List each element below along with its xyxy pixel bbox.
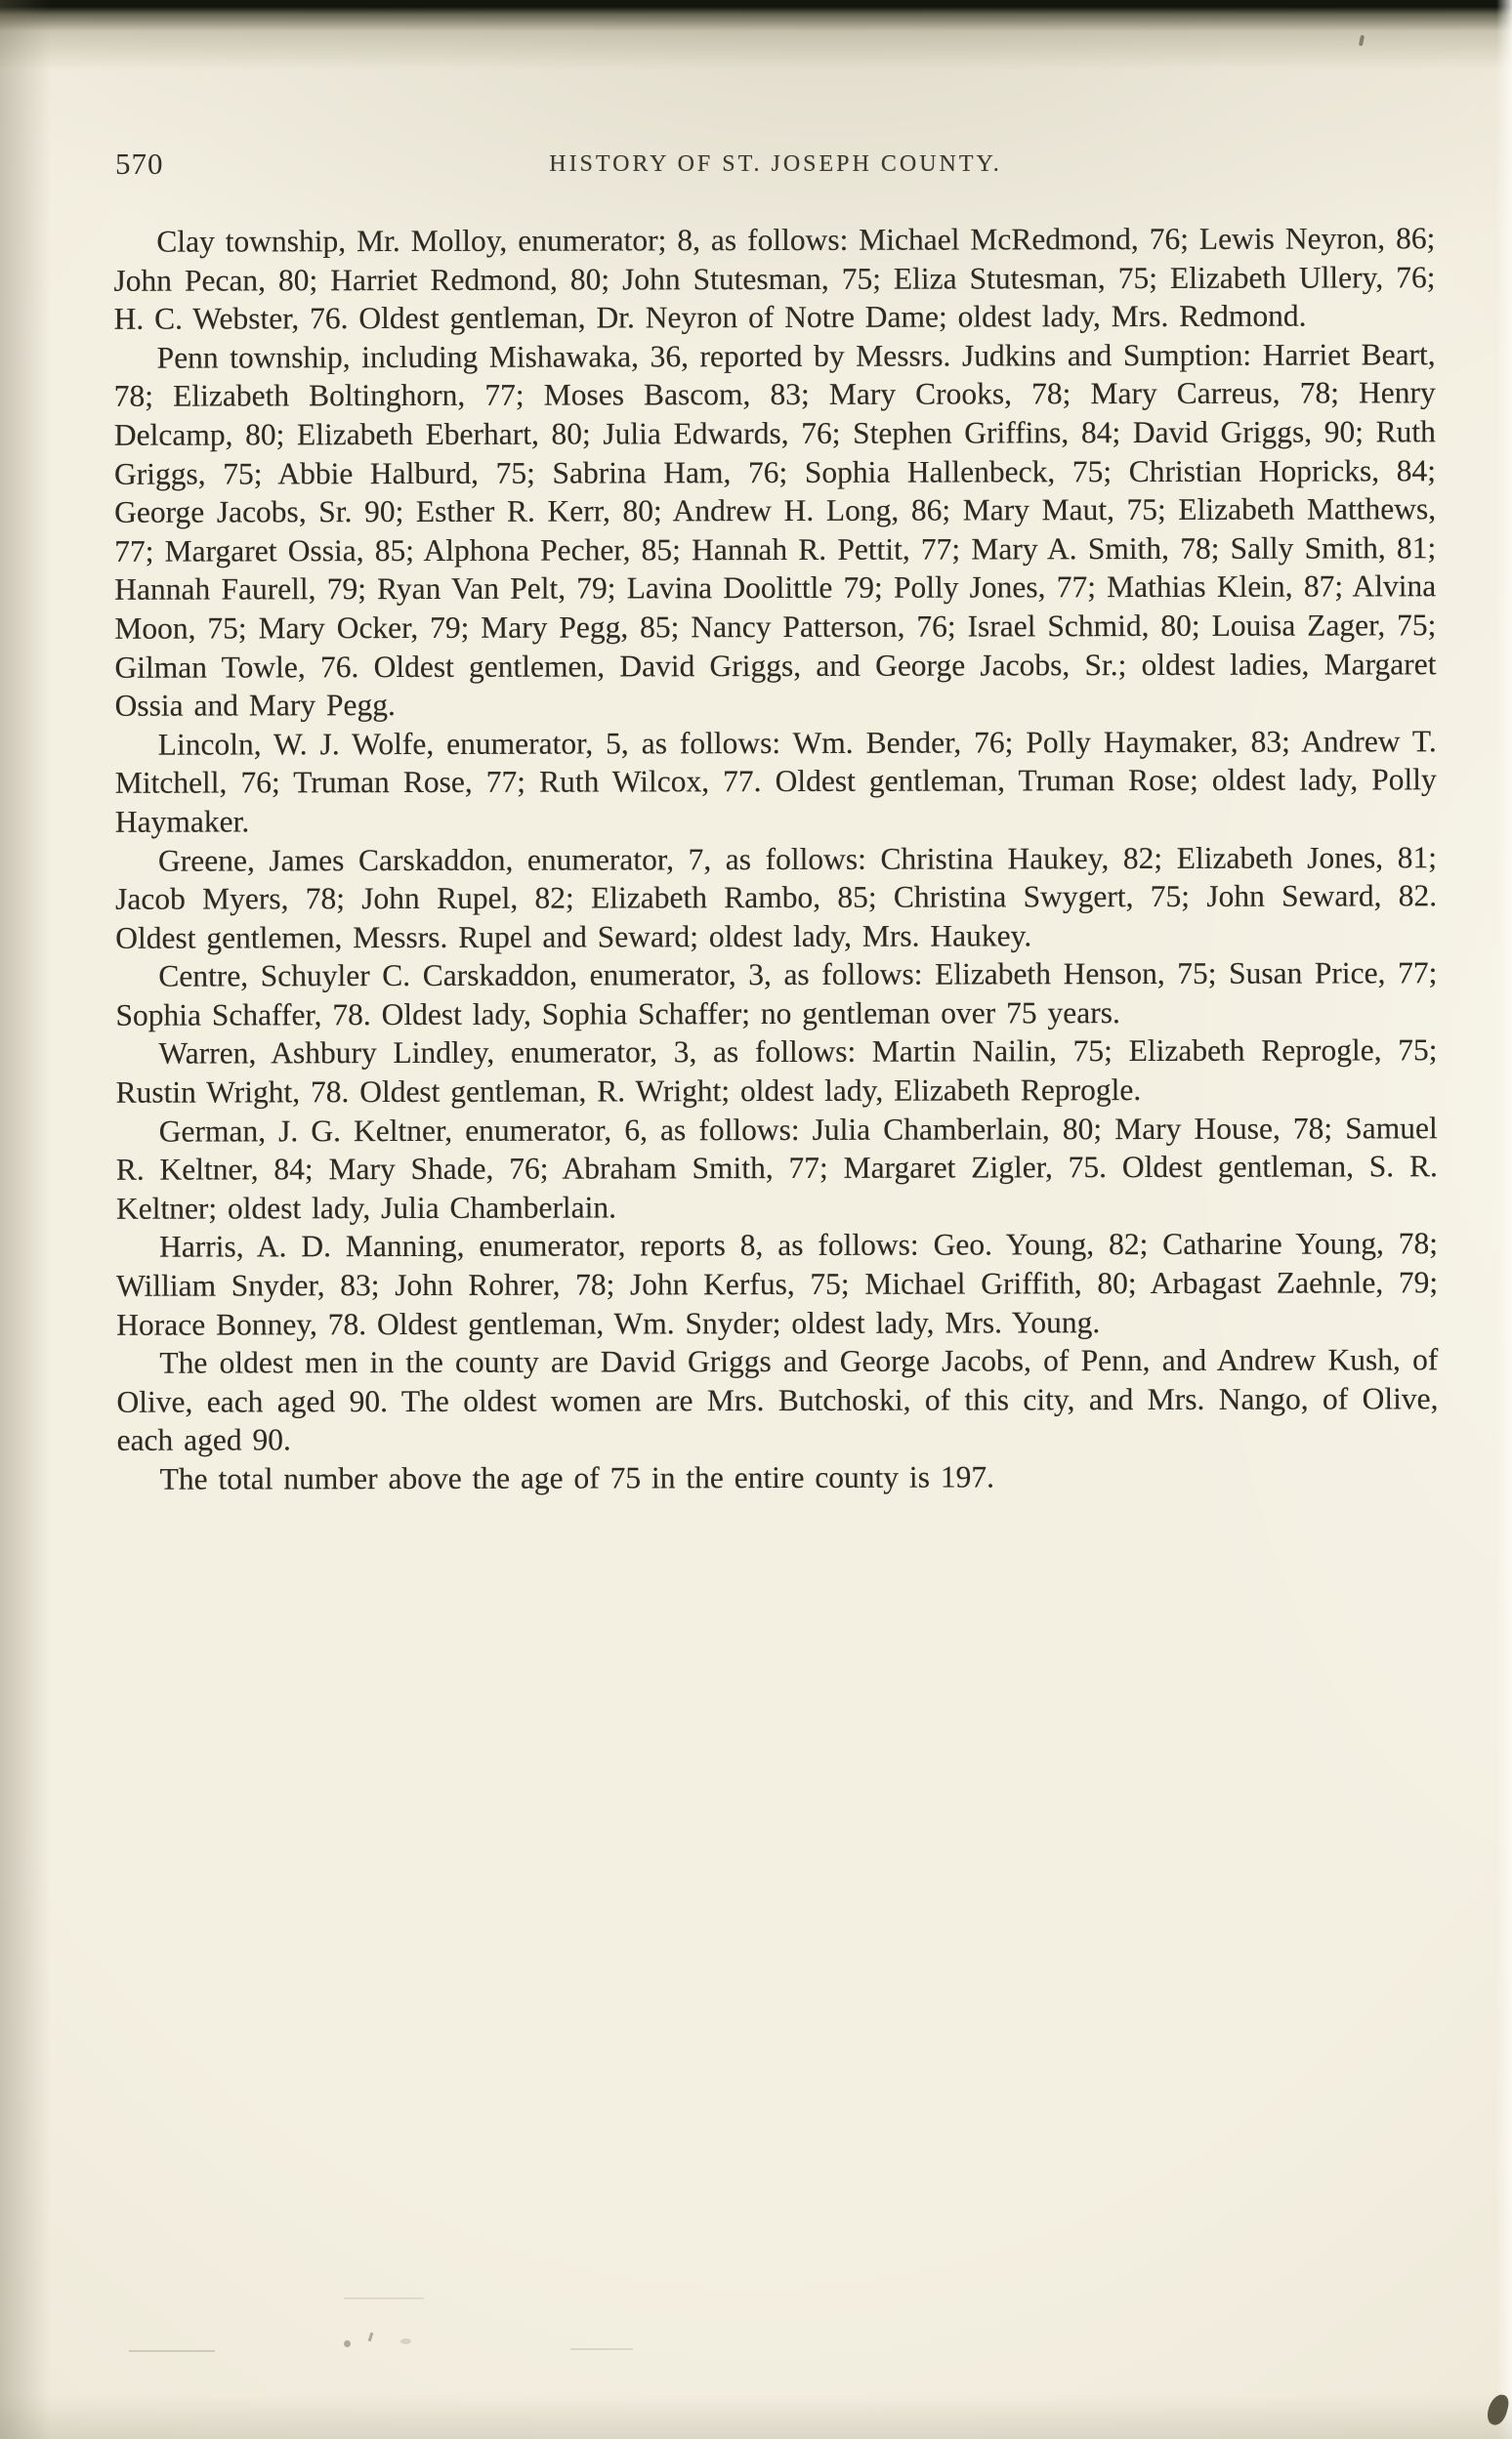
scan-artifact xyxy=(368,2333,374,2341)
paragraph-centre-township: Centre, Schuyler C. Carskaddon, enumerator, 3, as follows: Elizabeth Henson, 75; Susan Price, 77; Sophia Schaffer, 78. Oldest lady, Sophia Schaffer; no gentleman over 75 years. xyxy=(115,955,1438,1032)
scan-speck xyxy=(1485,2392,1510,2427)
scan-artifact xyxy=(344,2297,424,2299)
scan-edge-bottom xyxy=(0,2394,1512,2439)
scan-edge-right xyxy=(1496,0,1512,2439)
scan-edge-top xyxy=(0,0,1512,70)
page-body xyxy=(113,219,1438,1498)
scan-artifact xyxy=(344,2340,351,2347)
paragraph-greene-township: Greene, James Carskaddon, enumerator, 7, as follows: Christina Haukey, 82; Elizabeth Jones, 81; Jacob Myers, 78; John Rupel, 82; Elizabeth Rambo, 85; Christina Swygert, 75; John Seward, 82. Oldest gentlemen, Messrs. Rupel and Seward; oldest lady, Mrs. Haukey. xyxy=(115,839,1438,955)
paragraph-penn-township: Penn township, including Mishawaka, 36, reported by Messrs. Judkins and Sumption: Harriet Beart, 78; Elizabeth Boltinghorn, 77; Moses Bascom, 83; Mary Crooks, 78; Mary Carreus, 78; Henry Delcamp, 80; Elizabeth Eberhart, 80; Julia Edwards, 76; Stephen Griffins, 84; David Griggs, 90; Ruth Griggs, 75; Abbie Halburd, 75; Sabrina Ham, 76; Sophia Hallenbeck, 75; Christian Hopricks, 84; George Jacobs, Sr. 90; Esther R. Kerr, 80; Andrew H. Long, 86; Mary Maut, 75; Elizabeth Matthews, 77; Margaret Ossia, 85; Alphona Pecher, 85; Hannah R. Pettit, 77; Mary A. Smith, 78; Sally Smith, 81; Hannah Faurell, 79; Ryan Van Pelt, 79; Lavina Doolittle 79; Polly Jones, 77; Mathias Klein, 87; Alvina Moon, 75; Mary Ocker, 79; Mary Pegg, 85; Nancy Patterson, 76; Israel Schmid, 80; Louisa Zager, 75; Gilman Towle, 76. Oldest gentlemen, David Griggs, and George Jacobs, Sr.; oldest ladies, Margaret Ossia and Mary Pegg. xyxy=(113,337,1437,723)
running-head xyxy=(115,147,1436,189)
scan-speck xyxy=(1359,35,1365,47)
paragraph-clay-township: Clay township, Mr. Molloy, enumerator; 8, as follows: Michael McRedmond, 76; Lewis Neyron, 86; John Pecan, 80; Harriet Redmond, 80; John Stutesman, 75; Eliza Stutesman, 75; Elizabeth Ullery, 76; H. C. Webster, 76. Oldest gentleman, Dr. Neyron of Notre Dame; oldest lady, Mrs. Redmond. xyxy=(113,221,1436,336)
paragraph-total-count: The total number above the age of 75 in the entire county is 197. xyxy=(159,1459,994,1496)
scan-artifact xyxy=(129,2350,215,2352)
paragraph-warren-township: Warren, Ashbury Lindley, enumerator, 3, as follows: Martin Nailin, 75; Elizabeth Reprogle, 75; Rustin Wright, 78. Oldest gentleman, R. Wright; oldest lady, Elizabeth Reprogle. xyxy=(115,1032,1438,1110)
page-number: 570 xyxy=(115,147,164,181)
paragraph-oldest-residents: The oldest men in the county are David Griggs and George Jacobs, of Penn, and Andrew Kush, of Olive, each aged 90. The oldest women are Mrs. Butchoski, of this city, and Mrs. Nango, of Olive, each aged 90. xyxy=(116,1342,1439,1458)
paragraph-harris-township: Harris, A. D. Manning, enumerator, reports 8, as follows: Geo. Young, 82; Catharine Young, 78; William Snyder, 83; John Rohrer, 78; John Kerfus, 75; Michael Griffith, 80; Arbagast Zaehnle, 79; Horace Bonney, 78. Oldest gentleman, Wm. Snyder; oldest lady, Mrs. Young. xyxy=(116,1226,1439,1342)
scan-edge-left xyxy=(0,0,51,2439)
scan-artifact xyxy=(570,2348,633,2350)
paragraph-german-township: German, J. G. Keltner, enumerator, 6, as follows: Julia Chamberlain, 80; Mary House, 78; Samuel R. Keltner, 84; Mary Shade, 76; Abraham Smith, 77; Margaret Zigler, 75. Oldest gentleman, S. R. Keltner; oldest lady, Julia Chamberlain. xyxy=(115,1110,1438,1226)
page-header-title: HISTORY OF ST. JOSEPH COUNTY. xyxy=(549,151,1002,177)
scan-artifact xyxy=(400,2338,411,2344)
paragraph-lincoln-township: Lincoln, W. J. Wolfe, enumerator, 5, as follows: Wm. Bender, 76; Polly Haymaker, 83; Andrew T. Mitchell, 76; Truman Rose, 77; Ruth Wilcox, 77. Oldest gentleman, Truman Rose; oldest lady, Polly Haymaker. xyxy=(114,723,1437,839)
